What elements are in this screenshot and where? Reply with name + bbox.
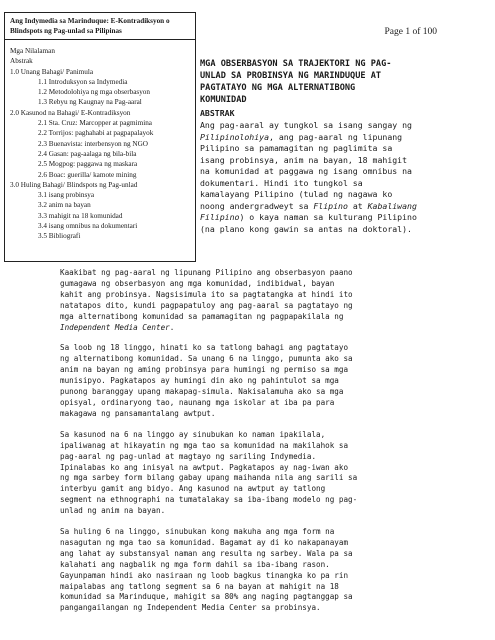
body-line: maipalabas ang tatlong segment sa 6 na bayan at mahigit na 18 [60, 581, 339, 591]
toc-item: 2.4 Gasan: pag-aalaga ng bila-bila [38, 149, 137, 158]
abstract-text [200, 120, 450, 235]
body-line: Sa huling 6 na linggo, sinubukan kong makuha ang mga form na [60, 527, 335, 537]
abstract-italic: Pilipinolohiya [200, 131, 270, 142]
body-fragment: . [169, 322, 175, 332]
abstract-fragment: noong andergradweyt sa [200, 200, 314, 211]
body-line: unlad ng anim na bayan. [60, 506, 166, 516]
abstract-line: dokumentari. Hindi ito tungkol sa [200, 177, 363, 188]
abstract-line: (na plano kong gawin sa antas na doktoral). [200, 223, 412, 234]
body-line [60, 323, 460, 334]
body-line: pangangailangan ng Independent Media Center sa probinsya. [60, 603, 321, 613]
body-line: anim na bayan ng aming probinsya para humingi ng permiso sa mga [60, 365, 349, 375]
body-paragraph [60, 527, 460, 614]
toc-divider [5, 39, 195, 40]
body-line: punong baranggay upang makapag-simula. Nakisalamuha ako sa mga [60, 387, 344, 397]
abstract-italic: Kabaliwang [367, 200, 417, 211]
body-paragraph [60, 343, 460, 419]
body-italic: Independent Media Center [60, 322, 170, 332]
body-line: gumagawa ng obserbasyon ang mga komunidad, indibidwal, bayan [60, 278, 335, 288]
toc-item: 2.0 Kasunod na Bahagi/ E-Kontradiksyon [10, 108, 131, 117]
body-line: kahit ang probinsya. Nagsisimula ito sa pagtatangka at hindi ito [60, 289, 353, 299]
title-line: KOMUNIDAD [200, 95, 247, 105]
abstract-italic: Filipino [200, 212, 240, 222]
toc-item: 3.1 isang probinsya [38, 191, 95, 200]
toc-item: 1.1 Introduksyon sa Indymedia [38, 77, 128, 86]
body-line: Kaakibat ng pag-aaral ng lipunang Pilipino ang obserbasyon paano [60, 268, 353, 277]
table-of-contents-box [4, 12, 196, 262]
toc-header-line: Blindspots ng Pag-unlad sa Pilipinas [10, 26, 122, 35]
toc-item: 3.4 isang omnibus na dokumentari [38, 222, 138, 231]
body-line: interbyu gamit ang bidyo. Ang kasunod na awtput ay tatlong [60, 484, 326, 494]
abstract-italic: Flipino [313, 200, 348, 211]
body-line: ang lahat ay substansyal naman ang resulta ng sarbey. Wala pa sa [60, 548, 353, 558]
abstract-line: Pilipino sa pamamagitan ng paglimita sa [200, 143, 393, 153]
body-line: ng mga sarbey form bilang gabay upang maihanda nila ang sarili sa [60, 473, 358, 483]
toc-item: 2.2 Torrijos: paghahabi at pagpapalayok [38, 129, 154, 138]
body-line: Sa kasunod na 6 na linggo ay sinubukan ko naman ipakilala, [60, 429, 326, 439]
abstract-fragment: , ang pag-aaral ng lipunang [269, 131, 403, 142]
title-line: UNLAD SA PROBINSYA NG MARINDUQUE AT [200, 71, 382, 81]
toc-item: Mga Nilalaman [10, 47, 55, 55]
abstract-line [200, 132, 450, 144]
body-line: Ipinalabas ko ang inisyal na awtput. Pagkatapos ay nag-iwan ako [60, 462, 349, 472]
body-line: mga alternatibong komunidad sa pamamagitan ng pagpapakilala ng [60, 311, 344, 321]
toc-item: Abstrak [10, 57, 33, 66]
toc-list [10, 46, 190, 242]
title-line: PAGTATAYO NG MGA ALTERNATIBONG [200, 83, 356, 93]
toc-header [10, 17, 190, 36]
body-line: kalahati ang nagbalik ng mga form dahil sa iba-ibang rason. [60, 559, 330, 569]
toc-item: 3.5 Bibliografi [38, 232, 81, 241]
title-line: MGA OBSERBASYON SA TRAJEKTORI NG PAG- [200, 59, 392, 69]
body-line: komunidad sa Marinduque, mahigit sa 80% ang naging pagtanggap sa [60, 592, 353, 602]
toc-item: 2.6 Boac: guerilla/ kamote mining [38, 170, 137, 179]
body-line: pag-aaral ng pag-unlad at magtayo ng sariling Indymedia. [60, 451, 317, 461]
body-line: Sa loob ng 18 linggo, hinati ko sa tatlong bahagi ang pagtatayo [60, 343, 349, 353]
abstract-fragment: at [347, 200, 368, 211]
body-line: segment na ethnographi na tumatalakay sa iba-ibang modelo ng pag- [60, 495, 358, 505]
toc-item: 2.3 Buenavista: interbensyon ng NGO [38, 139, 148, 148]
body-line: opisyal, ordinaryong tao, naunang mga iskolar at iba pa para [60, 397, 335, 407]
body-line: munisipyo. Pagkatapos ay humingi din ako ng pahintulot sa mga [60, 376, 339, 386]
abstract-fragment: ) o kaya naman sa kulturang Pilipino [239, 212, 417, 222]
body-line: nasagutan ng mga tao sa komunidad. Bagamat ay di ko nakapanayam [60, 537, 349, 547]
abstract-line: na komunidad at paggawa ng isang omnibus na [200, 166, 412, 176]
toc-header-line: Ang Indymedia sa Marinduque: E-Kontradiksyon o [10, 17, 170, 25]
body-line: ng alternatibong komunidad. Sa unang 6 na linggo, pumunta ako sa [60, 354, 353, 364]
toc-item: 3.0 Huling Bahagi/ Blindspots ng Pag-unlad [10, 180, 138, 189]
body-line: Gayunpaman hindi ako nasiraan ng loob bagkus tinangka ko pa rin [60, 570, 349, 580]
toc-item: 1.2 Metodolohiya ng mga obserbasyon [38, 88, 150, 97]
abstract-line: kamalayang Pilipino (tulad ng nagawa ko [200, 189, 393, 199]
abstract-heading: ABSTRAK [200, 108, 235, 118]
body-text [60, 268, 460, 624]
toc-item: 3.3 mahigit na 18 komunidad [38, 211, 123, 220]
abstract-line: Ang pag-aaral ay tungkol sa isang sangay ng [200, 120, 412, 130]
toc-item: 2.5 Mogpog: paggawa ng maskara [38, 160, 138, 169]
body-paragraph [60, 430, 460, 517]
toc-item: 2.1 Sta. Cruz: Marcopper at pagmimina [38, 119, 152, 128]
body-line: makagawa ng pansamantalang awtput. [60, 408, 216, 418]
document-title [200, 58, 440, 106]
toc-item: 1.0 Unang Bahagi/ Panimula [10, 67, 94, 76]
body-line: natatapos dito, kundi pagpapatuloy ang pag-aaral sa pagtatayo ng [60, 300, 353, 310]
page-number: Page 1 of 100 [384, 27, 437, 37]
toc-item: 3.2 anim na bayan [38, 201, 91, 210]
toc-item: 1.3 Rebyu ng Kaugnay na Pag-aaral [38, 98, 142, 107]
abstract-line [200, 212, 450, 224]
body-line: ipaliwanag at hikayatin ng mga tao sa komunidad na makilahok sa [60, 440, 349, 450]
body-paragraph [60, 268, 460, 333]
abstract-line [200, 201, 450, 213]
abstract-line: isang probinsya, anim na bayan, 18 mahigit [200, 154, 408, 165]
